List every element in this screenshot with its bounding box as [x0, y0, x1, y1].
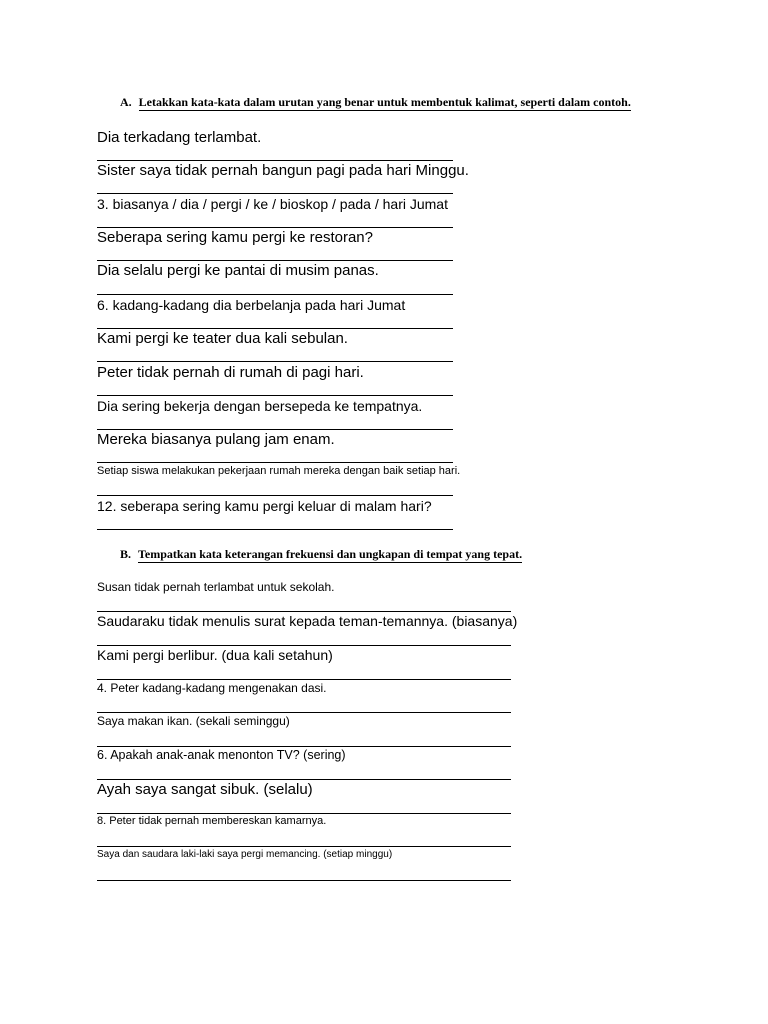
b-item-6: 6. Apakah anak-anak menonton TV? (sering)	[97, 748, 346, 762]
b-answer-line-3	[97, 679, 511, 680]
b-item-1: Susan tidak pernah terlambat untuk sekolah.	[97, 580, 335, 594]
a-answer-line-3	[97, 227, 453, 228]
b-item-9: Saya dan saudara laki-laki saya pergi memancing. (setiap minggu)	[97, 849, 393, 860]
a-item-7: Kami pergi ke teater dua kali sebulan.	[97, 330, 348, 347]
a-answer-line-5	[97, 294, 453, 295]
section-a-letter: A.	[120, 95, 132, 109]
a-item-2: Sister saya tidak pernah bangun pagi pada hari Minggu.	[97, 162, 469, 179]
a-item-5: Dia selalu pergi ke pantai di musim panas.	[97, 262, 379, 279]
b-answer-line-9	[97, 880, 511, 881]
b-item-7: Ayah saya sangat sibuk. (selalu)	[97, 781, 313, 798]
a-answer-line-8	[97, 395, 453, 396]
a-item-1: Dia terkadang terlambat.	[97, 129, 262, 146]
a-item-11: Setiap siswa melakukan pekerjaan rumah mereka dengan baik setiap hari.	[97, 465, 461, 477]
a-item-8: Peter tidak pernah di rumah di pagi hari.	[97, 364, 364, 381]
b-item-5: Saya makan ikan. (sekali seminggu)	[97, 714, 290, 728]
section-b-letter: B.	[120, 547, 132, 561]
b-answer-line-7	[97, 813, 511, 814]
b-item-4: 4. Peter kadang-kadang mengenakan dasi.	[97, 681, 327, 695]
a-answer-line-9	[97, 429, 453, 430]
a-item-10: Mereka biasanya pulang jam enam.	[97, 431, 335, 448]
b-item-2: Saudaraku tidak menulis surat kepada teman-temannya. (biasanya)	[97, 613, 518, 629]
a-item-6: 6. kadang-kadang dia berbelanja pada hari Jumat	[97, 297, 406, 313]
a-answer-line-1	[97, 160, 453, 161]
b-answer-line-4	[97, 712, 511, 713]
b-answer-line-6	[97, 779, 511, 780]
a-answer-line-11	[97, 495, 453, 496]
b-item-3: Kami pergi berlibur. (dua kali setahun)	[97, 647, 333, 663]
a-answer-line-4	[97, 260, 453, 261]
a-answer-line-10	[97, 462, 453, 463]
section-b-heading	[120, 547, 522, 562]
a-item-4: Seberapa sering kamu pergi ke restoran?	[97, 229, 373, 246]
section-b-instruction: Tempatkan kata keterangan frekuensi dan ungkapan di tempat yang tepat.	[138, 547, 523, 561]
b-answer-line-8	[97, 846, 511, 847]
a-item-9: Dia sering bekerja dengan bersepeda ke tempatnya.	[97, 398, 423, 414]
a-item-12: 12. seberapa sering kamu pergi keluar di malam hari?	[97, 498, 432, 514]
b-item-8: 8. Peter tidak pernah membereskan kamarnya.	[97, 815, 327, 827]
a-answer-line-7	[97, 361, 453, 362]
section-a-heading	[120, 95, 631, 110]
b-answer-line-1	[97, 611, 511, 612]
a-answer-line-2	[97, 193, 453, 194]
a-answer-line-6	[97, 328, 453, 329]
b-answer-line-5	[97, 746, 511, 747]
b-answer-line-2	[97, 645, 511, 646]
section-a-instruction: Letakkan kata-kata dalam urutan yang benar untuk membentuk kalimat, seperti dalam contoh.	[138, 95, 631, 109]
a-answer-line-12	[97, 529, 453, 530]
a-item-3: 3. biasanya / dia / pergi / ke / bioskop / pada / hari Jumat	[97, 196, 448, 212]
